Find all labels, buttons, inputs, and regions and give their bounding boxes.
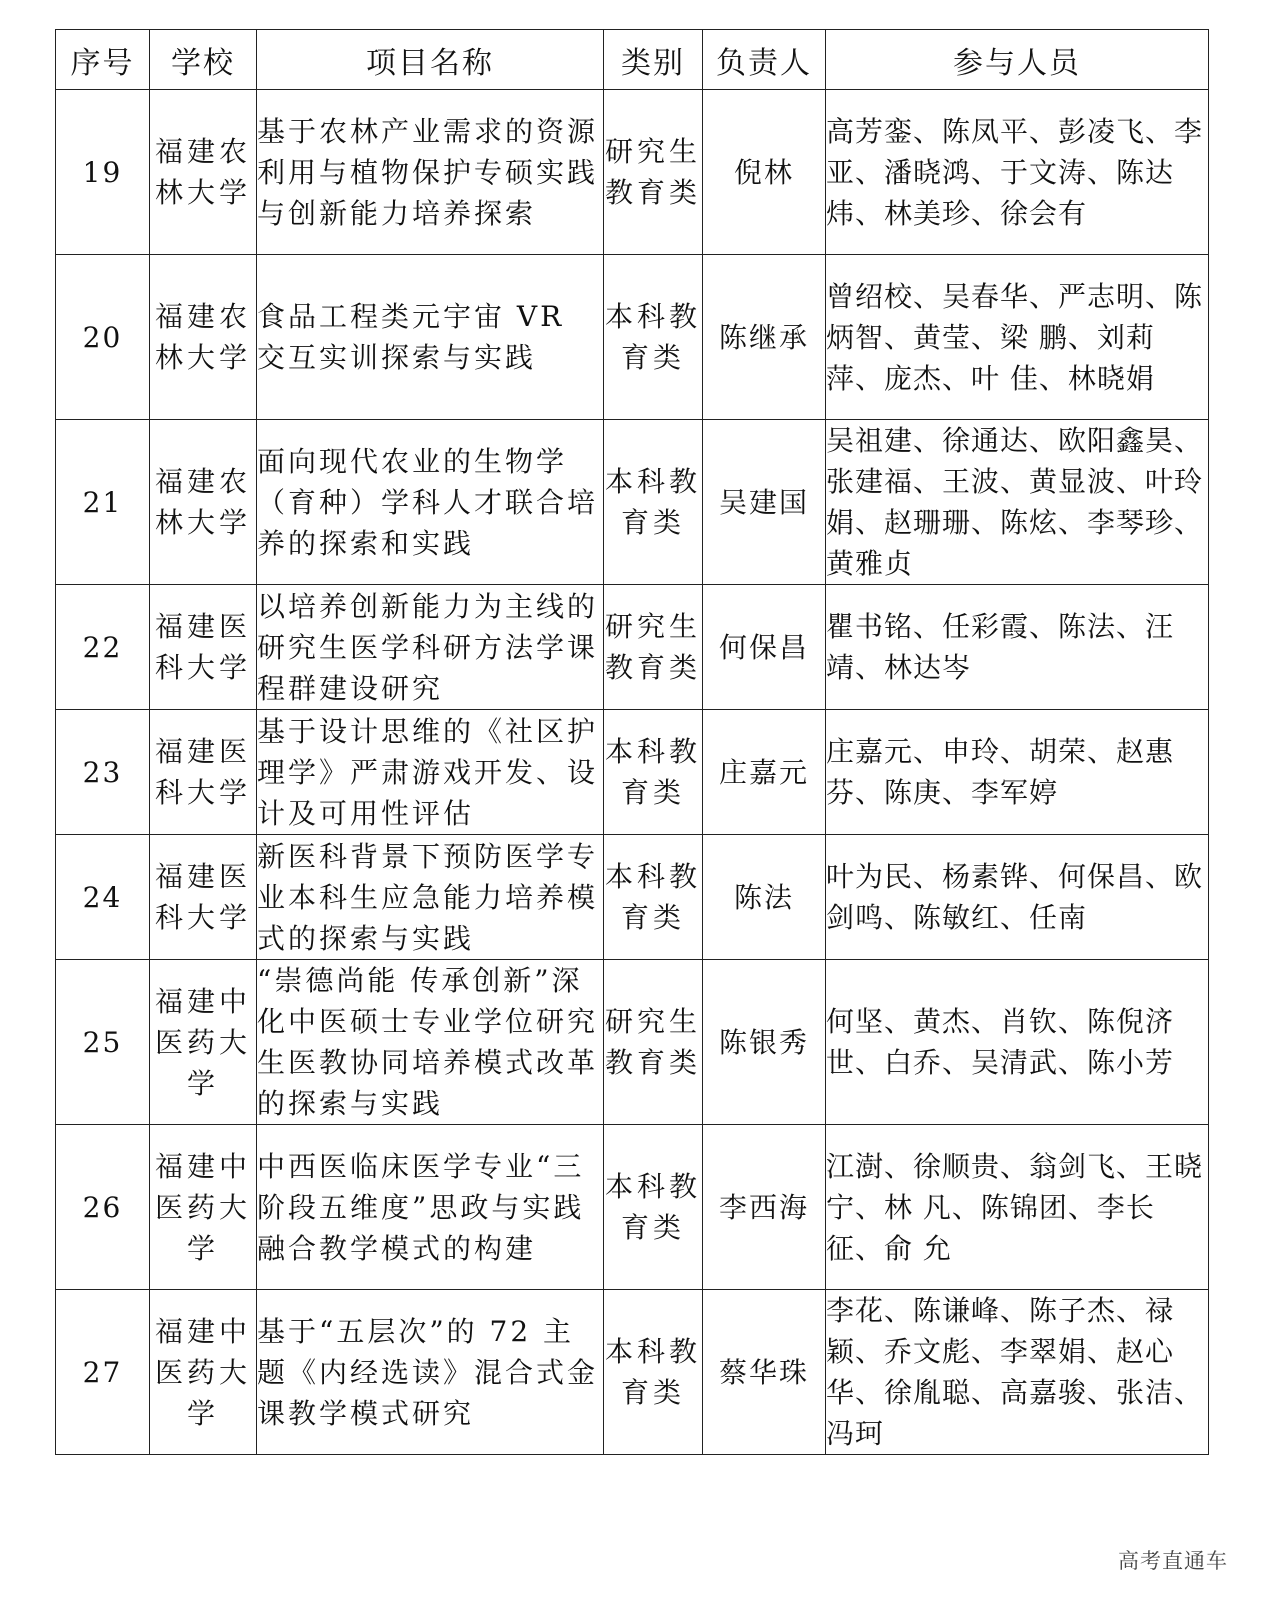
table-row [56, 420, 1209, 585]
cell-no: 21 [56, 420, 150, 585]
cell-school: 福建医科大学 [150, 835, 257, 960]
cell-category: 本科教育类 [604, 1290, 703, 1455]
header-project: 项目名称 [257, 30, 604, 90]
header-no: 序号 [56, 30, 150, 90]
cell-leader: 陈继承 [703, 255, 826, 420]
cell-school: 福建农林大学 [150, 90, 257, 255]
cell-project: 中西医临床医学专业“三阶段五维度”思政与实践融合教学模式的构建 [257, 1125, 604, 1290]
cell-members: 吴祖建、徐通达、欧阳鑫昊、张建福、王波、黄显波、叶玲娟、赵珊珊、陈炫、李琴珍、黄雅贞 [826, 420, 1209, 585]
cell-school: 福建医科大学 [150, 585, 257, 710]
cell-no: 20 [56, 255, 150, 420]
table-row [56, 1125, 1209, 1290]
watermark-text: 高考直通车 [1118, 1549, 1228, 1573]
cell-school: 福建农林大学 [150, 420, 257, 585]
cell-project: 新医科背景下预防医学专业本科生应急能力培养模式的探索与实践 [257, 835, 604, 960]
cell-members: 叶为民、杨素铧、何保昌、欧剑鸣、陈敏红、任南 [826, 835, 1209, 960]
cell-no: 25 [56, 960, 150, 1125]
cell-category: 研究生教育类 [604, 960, 703, 1125]
cell-category: 本科教育类 [604, 1125, 703, 1290]
table-row [56, 255, 1209, 420]
cell-members: 瞿书铭、任彩霞、陈法、汪靖、林达岑 [826, 585, 1209, 710]
cell-leader: 陈银秀 [703, 960, 826, 1125]
cell-school: 福建农林大学 [150, 255, 257, 420]
cell-project: 基于农林产业需求的资源利用与植物保护专硕实践与创新能力培养探索 [257, 90, 604, 255]
cell-no: 26 [56, 1125, 150, 1290]
table-row [56, 710, 1209, 835]
header-members: 参与人员 [826, 30, 1209, 90]
cell-school: 福建中医药大学 [150, 960, 257, 1125]
cell-category: 本科教育类 [604, 255, 703, 420]
table-row [56, 1290, 1209, 1455]
table-row [56, 835, 1209, 960]
cell-leader: 李西海 [703, 1125, 826, 1290]
cell-leader: 陈法 [703, 835, 826, 960]
cell-members: 庄嘉元、申玲、胡荣、赵惠芬、陈庚、李军婷 [826, 710, 1209, 835]
cell-project: 面向现代农业的生物学（育种）学科人才联合培养的探索和实践 [257, 420, 604, 585]
cell-leader: 庄嘉元 [703, 710, 826, 835]
cell-category: 本科教育类 [604, 835, 703, 960]
table-row [56, 585, 1209, 710]
cell-no: 24 [56, 835, 150, 960]
cell-leader: 蔡华珠 [703, 1290, 826, 1455]
cell-category: 研究生教育类 [604, 585, 703, 710]
cell-project: “崇德尚能 传承创新”深化中医硕士专业学位研究生医教协同培养模式改革的探索与实践 [257, 960, 604, 1125]
table-row [56, 960, 1209, 1125]
projects-table [55, 29, 1209, 1455]
cell-category: 研究生教育类 [604, 90, 703, 255]
cell-members: 李花、陈谦峰、陈子杰、禄颖、乔文彪、李翠娟、赵心华、徐胤聪、高嘉骏、张洁、冯珂 [826, 1290, 1209, 1455]
cell-school: 福建中医药大学 [150, 1125, 257, 1290]
cell-project: 基于“五层次”的 72 主题《内经选读》混合式金课教学模式研究 [257, 1290, 604, 1455]
cell-leader: 倪林 [703, 90, 826, 255]
table-row [56, 90, 1209, 255]
cell-leader: 何保昌 [703, 585, 826, 710]
cell-category: 本科教育类 [604, 420, 703, 585]
cell-leader: 吴建国 [703, 420, 826, 585]
cell-school: 福建中医药大学 [150, 1290, 257, 1455]
header-school: 学校 [150, 30, 257, 90]
cell-no: 23 [56, 710, 150, 835]
cell-members: 何坚、黄杰、肖钦、陈倪济世、白乔、吴清武、陈小芳 [826, 960, 1209, 1125]
cell-members: 高芳銮、陈凤平、彭凌飞、李亚、潘晓鸿、于文涛、陈达炜、林美珍、徐会有 [826, 90, 1209, 255]
header-category: 类别 [604, 30, 703, 90]
header-leader: 负责人 [703, 30, 826, 90]
cell-members: 江澍、徐顺贵、翁剑飞、王晓宁、林 凡、陈锦团、李长征、俞 允 [826, 1125, 1209, 1290]
cell-category: 本科教育类 [604, 710, 703, 835]
cell-members: 曾绍校、吴春华、严志明、陈炳智、黄莹、梁 鹏、刘莉萍、庞杰、叶 佳、林晓娟 [826, 255, 1209, 420]
cell-no: 19 [56, 90, 150, 255]
cell-project: 基于设计思维的《社区护理学》严肃游戏开发、设计及可用性评估 [257, 710, 604, 835]
cell-project: 食品工程类元宇宙 VR 交互实训探索与实践 [257, 255, 604, 420]
table-header-row [56, 30, 1209, 90]
cell-project: 以培养创新能力为主线的研究生医学科研方法学课程群建设研究 [257, 585, 604, 710]
cell-school: 福建医科大学 [150, 710, 257, 835]
cell-no: 27 [56, 1290, 150, 1455]
cell-no: 22 [56, 585, 150, 710]
